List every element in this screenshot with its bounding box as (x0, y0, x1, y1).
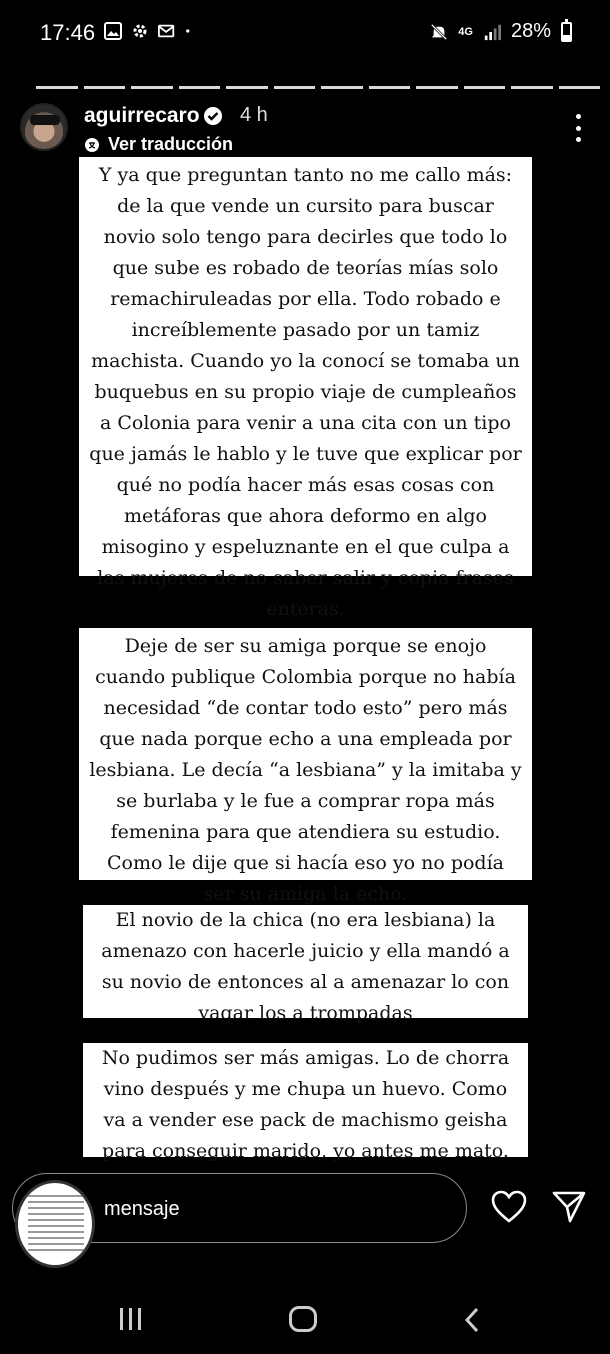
4g-icon: 4G (458, 25, 473, 38)
story-text-box (79, 157, 532, 620)
heart-icon[interactable] (491, 1190, 527, 1224)
verified-badge-icon (203, 106, 223, 126)
story-text-box (79, 628, 532, 905)
story-progress-segment (321, 86, 363, 89)
status-bar (0, 0, 610, 68)
battery-percent: 28% (510, 20, 551, 42)
mute-icon (430, 23, 448, 41)
story-text: No pudimos ser más amigas. Lo de chorra vino después y me chupa un huevo. Como va a vender ese pack de machismo geisha para conseguir marido, yo antes me mato. (101, 1047, 510, 1162)
story-progress-segment (226, 86, 268, 89)
send-icon[interactable] (552, 1190, 586, 1224)
story-progress (36, 86, 600, 89)
battery-icon (561, 22, 572, 42)
more-options-icon[interactable] (574, 114, 582, 142)
avatar[interactable] (20, 103, 68, 151)
story-progress-segment (369, 86, 411, 89)
system-nav-bar (0, 1290, 610, 1354)
story-text-box (83, 1043, 528, 1162)
signal-icon (483, 23, 501, 41)
story-progress-segment (559, 86, 601, 89)
translate-button[interactable] (84, 134, 233, 155)
time-ago: 4 h (240, 104, 268, 126)
story-progress-segment (84, 86, 126, 89)
message-icon (158, 22, 176, 40)
status-time: 17:46 (40, 20, 96, 45)
story-header (0, 100, 610, 160)
story-progress-segment (464, 86, 506, 89)
story-text-box (83, 905, 528, 1024)
gallery-icon (104, 22, 122, 40)
status-right (430, 20, 572, 43)
story-progress-segment (179, 86, 221, 89)
story-progress-segment (274, 86, 316, 89)
story-text: Deje de ser su amiga porque se enojo cuando publique Colombia porque no había necesidad “de contar todo esto” pero más que nada porque echo a una empleada por lesbiana. Le decía “a lesbiana” y la imitaba y se burlaba y le fue a comprar ropa más femenina para que atendiera su estudio. Como le dije que si hacía eso yo no podía ser su amiga la echo. (89, 635, 522, 905)
story-text: El novio de la chica (no era lesbiana) la amenazo con hacerle juicio y ella mandó a su novio de entonces al a amenazar lo con vagar los a trompadas (101, 909, 510, 1024)
settings-gear-icon (131, 22, 149, 40)
username[interactable]: aguirrecaro (84, 104, 200, 127)
reply-placeholder[interactable]: mensaje (104, 1198, 180, 1220)
story-progress-segment (36, 86, 78, 89)
story-progress-segment (511, 86, 553, 89)
status-left-icons (104, 22, 195, 40)
translate-label: Ver traducción (108, 134, 234, 154)
story-progress-segment (131, 86, 173, 89)
home-icon[interactable] (289, 1306, 317, 1332)
reply-story-thumbnail (15, 1180, 95, 1268)
story-text: Y ya que preguntan tanto no me callo más: de la que vende un cursito para buscar novio solo tengo para decirles que todo lo que sube es robado de teorías mías solo remachiruleadas por ella. Todo robado e increíblemente pasado por un tamiz machista. Cuando yo la conocí se tomaba un buquebus en su propio viaje de cumpleaños a Colonia para venir a una cita con un tipo que jamás le hablo y le tuve que explicar por qué no podía hacer más esas cosas con metáforas que ahora deformo en algo misogino y espeluznante en el que culpa a las mujeres de no saber salir y copia frases enteras. (89, 164, 522, 620)
back-icon[interactable] (462, 1306, 482, 1334)
dot-icon (185, 22, 195, 40)
recents-icon[interactable] (120, 1308, 141, 1330)
story-progress-segment (416, 86, 458, 89)
translate-icon (84, 137, 100, 153)
